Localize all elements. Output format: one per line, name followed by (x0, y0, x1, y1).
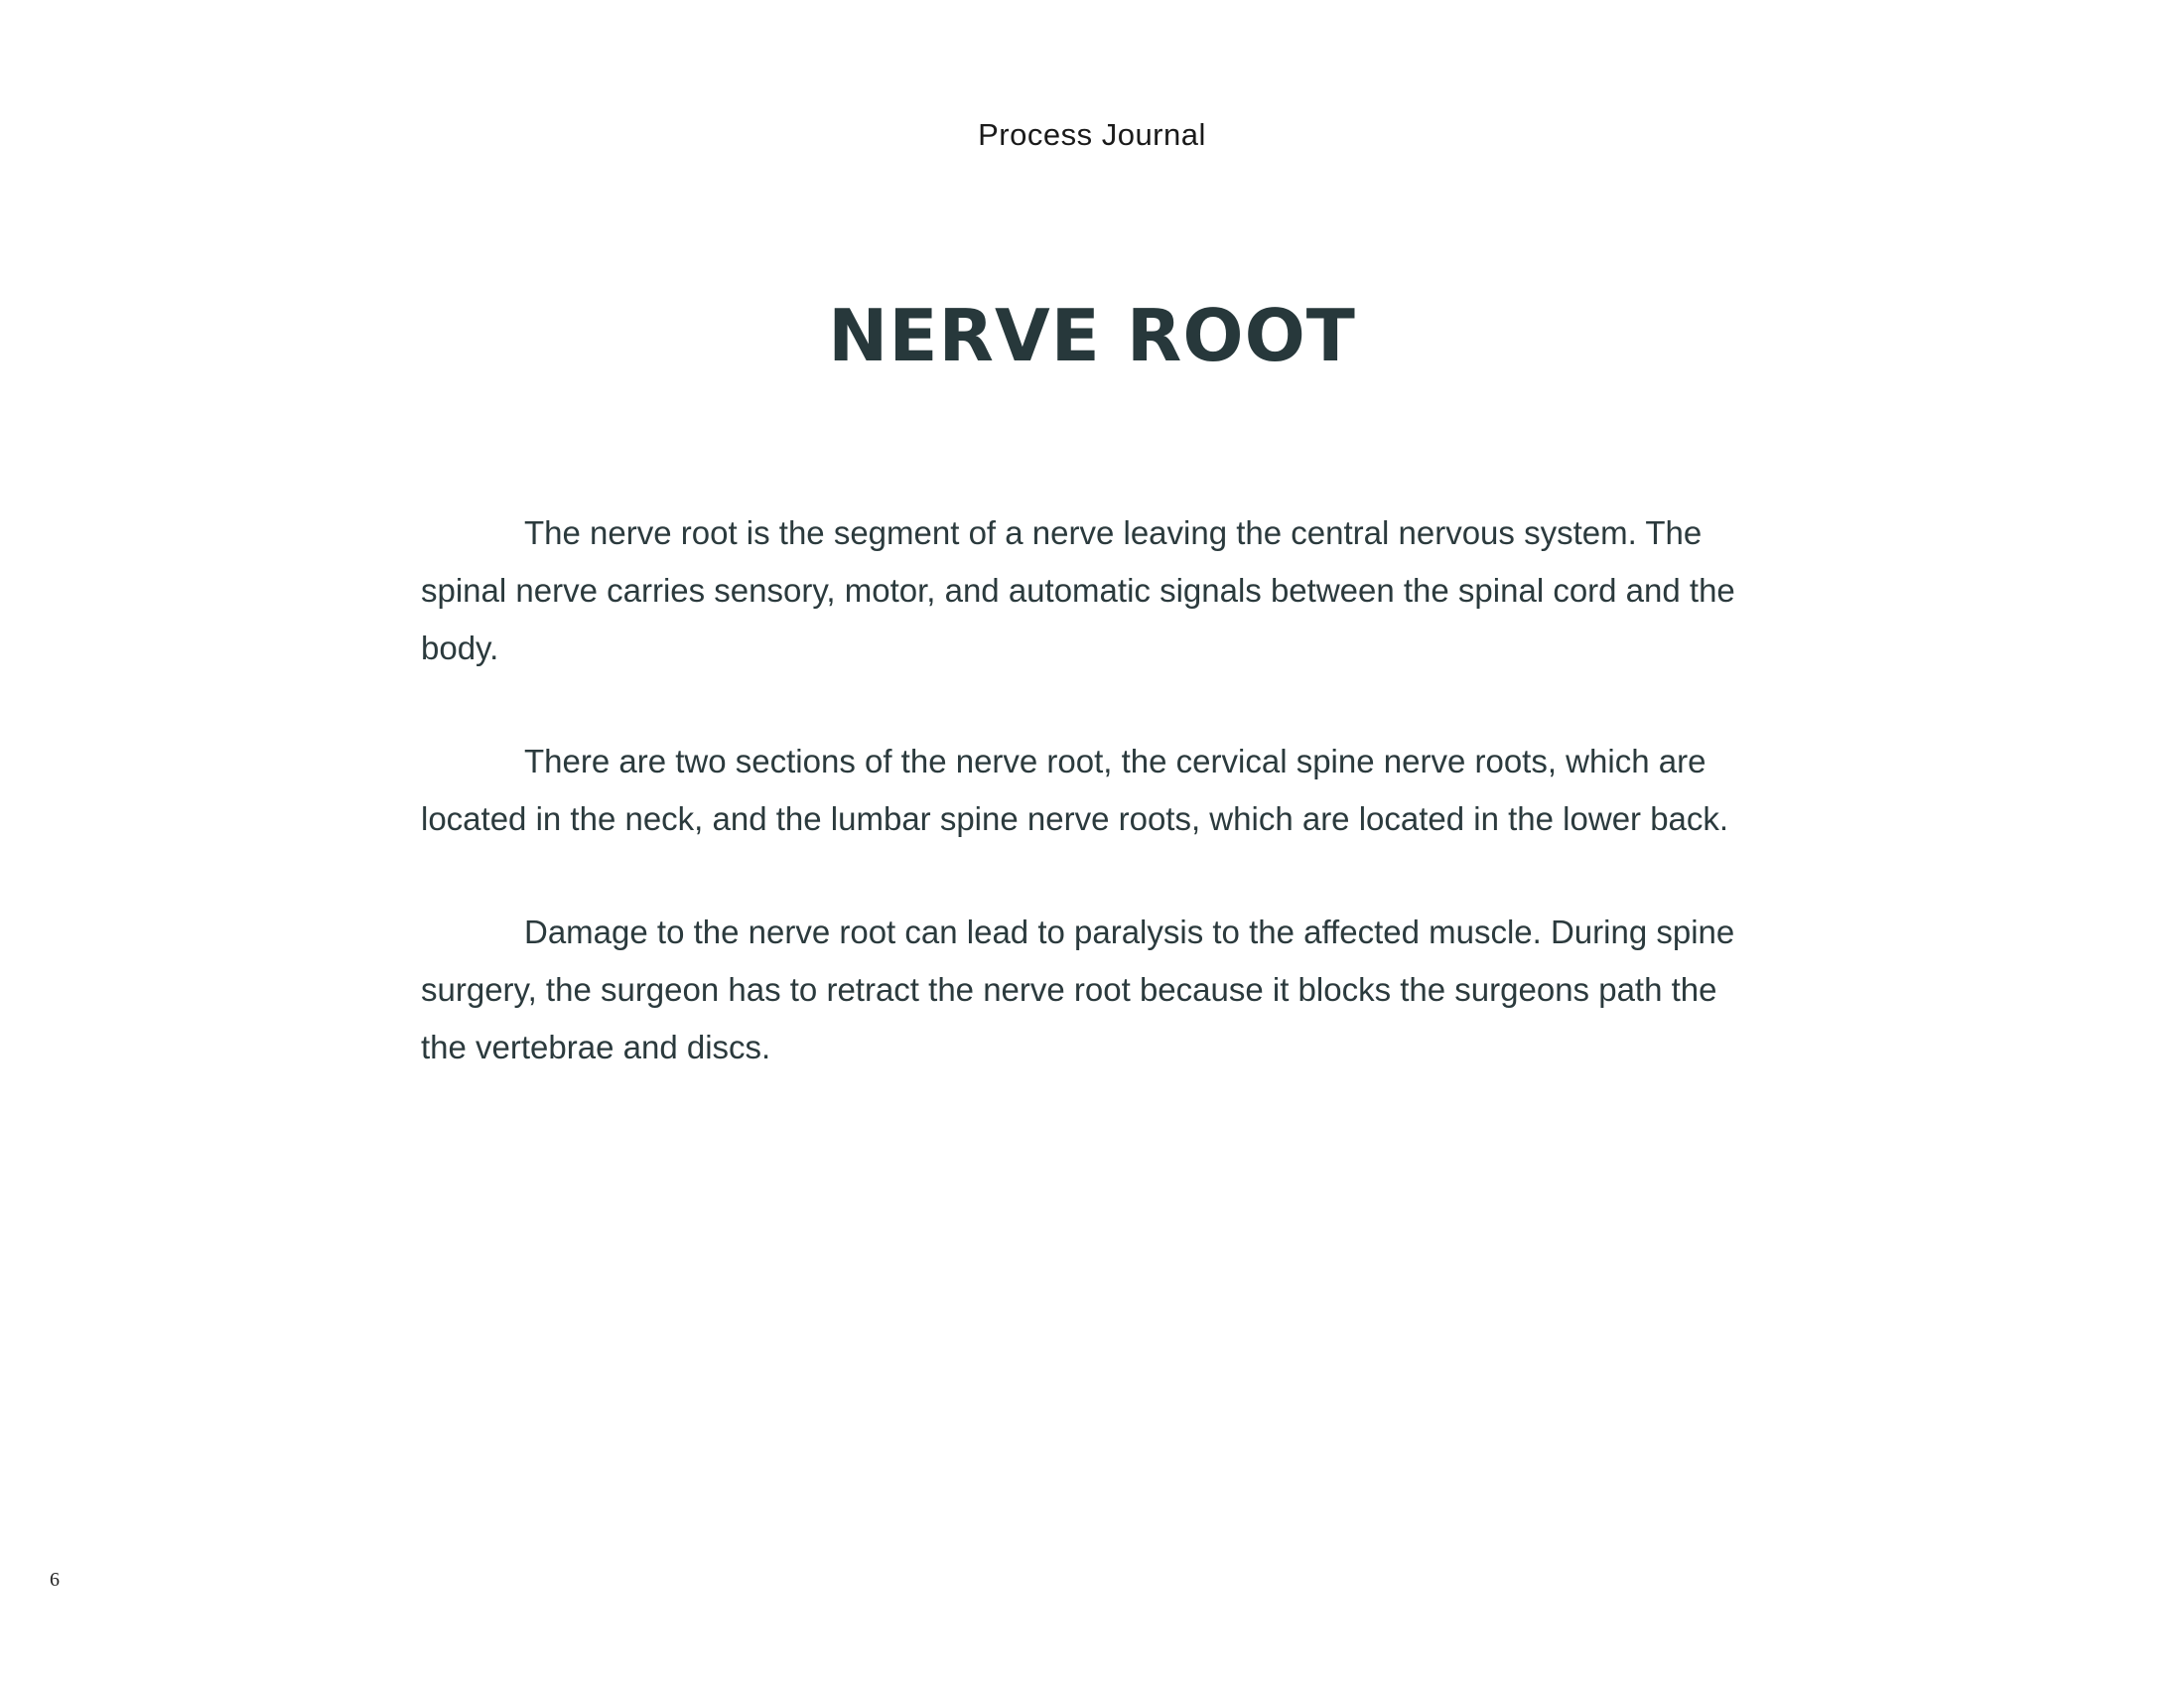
paragraph-3: Damage to the nerve root can lead to paralysis to the affected muscle. During spine surgery, the surgeon has to retract the nerve root because it blocks the surgeons path the the vertebrae and discs. (421, 914, 1735, 1065)
paragraph-1: The nerve root is the segment of a nerve leaving the central nervous system. The spinal nerve carries sensory, motor, and automatic signals between the spinal cord and the body. (421, 514, 1735, 666)
paragraph-2: There are two sections of the nerve root, the cervical spine nerve roots, which are located in the neck, and the lumbar spine nerve roots, which are located in the lower back. (421, 743, 1729, 837)
page-number: 6 (50, 1569, 60, 1591)
page-title: NERVE ROOT (828, 294, 1356, 377)
running-header: Process Journal (978, 117, 1206, 152)
body-text (421, 504, 1771, 1132)
